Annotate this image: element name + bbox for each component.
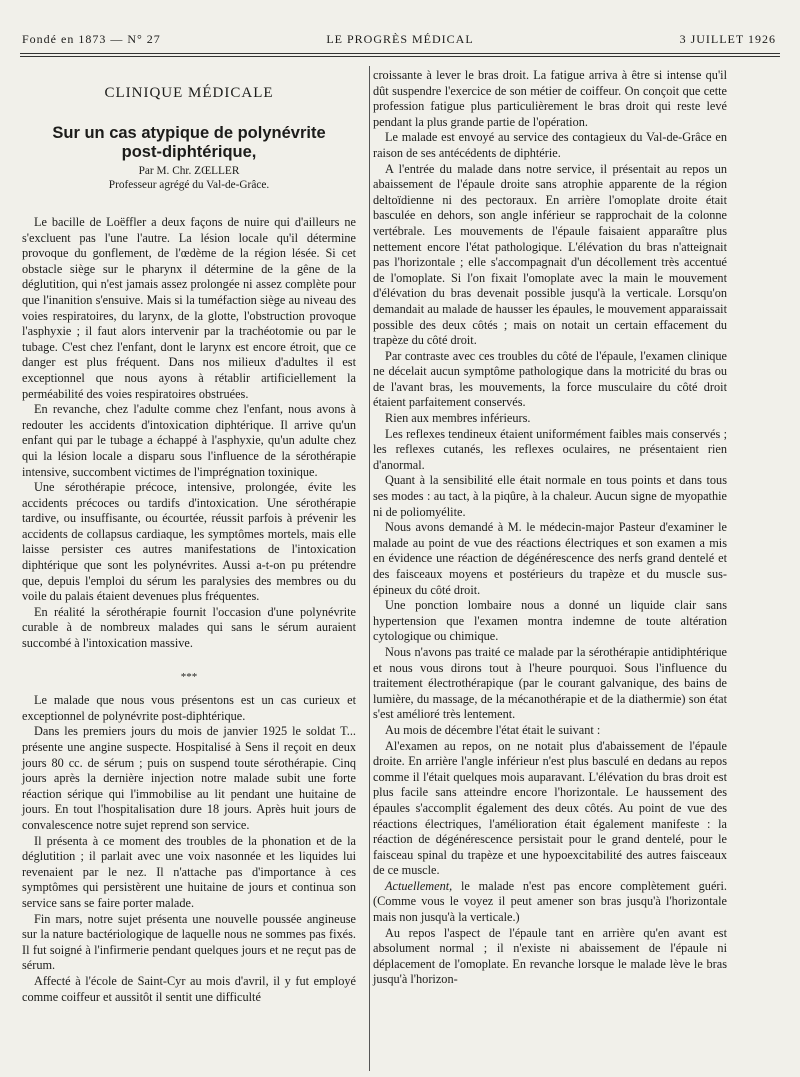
running-header xyxy=(22,32,778,48)
author-byline: Par M. Chr. ZŒLLER xyxy=(138,165,240,177)
paragraph: Les reflexes tendineux étaient uniformément faibles mais conservés ; les reflexes cutanés, les reflexes oculaires, ne présentaient rien d'anormal. xyxy=(373,426,727,472)
paragraph: En revanche, chez l'adulte comme chez l'enfant, nous avons à redouter les accidents d'intoxication diphtérique. Il arrive qu'un enfant qui par le tubage a échappé à l'asphyxie, qu'un adulte chez qui la lésion locale a disparu sous l'influence de la sérothérapie intensive, succombent victimes de l'imprégnation toxinique. xyxy=(22,402,356,479)
article-title-line-2: post-diphtérique, xyxy=(121,142,257,161)
paragraph: Quant à la sensibilité elle était normale en tous points et dans tous ses modes : au tact, à la piqûre, à la chaleur. Aucun signe de myopathie ni de poliomyélite. xyxy=(373,473,727,519)
paragraph: Rien aux membres inférieurs. xyxy=(385,411,531,426)
paragraph: Dans les premiers jours du mois de janvier 1925 le soldat T... présente une angine suspecte. Hospitalisé à Sens il reçoit en deux jours 80 cc. de sérum ; puis on suspend toute sérothérapie. Cinq jours après la dernière injection notre malade subit une forte réaction sérique qui l'immobilise au lit pendant une huitaine de jours. En tout l'hospitalisation dure 18 jours. Après huit jours de convalescence notre sujet reprend son service. xyxy=(22,724,356,832)
paragraph: En réalité la sérothérapie fournit l'occasion d'une polynévrite curable à de nombreux malades qui sans le sérum auraient succombé à l'intoxication massive. xyxy=(22,604,356,651)
paragraph: Il présenta à ce moment des troubles de la phonation et de la déglutition ; il parlait avec une voix nasonnée et les liquides lui revenaient par le nez. Il n'attache pas d'importance à ces symptômes qui persistèrent une huitaine de jours et continua son service sans se faire porter malade. xyxy=(22,833,356,910)
author-affiliation: Professeur agrégé du Val-de-Grâce. xyxy=(108,179,270,191)
paragraph: Fin mars, notre sujet présenta une nouvelle poussée angineuse sur la nature bactériologique de laquelle nous ne sommes pas fixés. Il fut soigné à l'infirmerie pendant quelques jours et ne reçut pas de sérum. xyxy=(22,911,356,973)
paragraph: Une sérothérapie précoce, intensive, prolongée, évite les accidents précoces ou tardifs d'intoxication. Une sérothérapie tardive, ou insuffisante, ou écourtée, réussit parfois à prévenir les accidents de collapsus cardiaque, les symptômes mortels, mais elle laisse persister ces autres manifestations de l'intoxication diphtérique que sont les polynévrites. Aussi a-t-on pu prétendre que, depuis l'emploi du sérum les paralysies des membres ou du voile du palais étaient devenues plus fréquentes. xyxy=(22,480,356,604)
column-divider xyxy=(369,66,370,1071)
paragraph: croissante à lever le bras droit. La fatigue arriva à être si intense qu'il dût suspendre l'exercice de son métier de coiffeur. On conçoit que cette profession fatigue plus particulièrement le bras droit qui reste levé pendant la plus grande partie de l'opération. xyxy=(373,68,727,129)
article-title-line-1: Sur un cas atypique de polynévrite xyxy=(52,124,326,142)
article-title xyxy=(22,124,356,161)
paragraph: Actuellement, le malade n'est pas encore complètement guéri. (Comme vous le voyez il peut amener son bras jusqu'à l'horizontale mais non jusqu'à la verticale.) xyxy=(373,878,727,925)
section-heading: CLINIQUE MÉDICALE xyxy=(104,85,274,101)
paragraph: Le malade que nous vous présentons est un cas curieux et exceptionnel de polynévrite post-diphtérique. xyxy=(22,693,356,723)
paragraph: Au mois de décembre l'état était le suivant : xyxy=(385,722,601,737)
paragraph: Le malade est envoyé au service des contagieux du Val-de-Grâce en raison de ses antécédents de diphtérie. xyxy=(373,130,727,160)
right-column xyxy=(373,68,727,988)
journal-title: LE PROGRÈS MÉDICAL xyxy=(326,32,474,46)
paragraph: Le bacille de Loëffler a deux façons de nuire qui d'ailleurs ne s'excluent pas l'une l'autre. La lésion locale qu'il détermine provoque du gonflement, de l'œdème de la région lésée. Si cet obstacle siège sur le pharynx il détermine de la gêne de la déglutition, qui n'est jamais assez prolongée ni assez complète pour que l'inanition s'ensuive. Mais si la tuméfaction siège au niveau des voies respiratoires, du larynx, de la glotte, l'obstruction provoque l'asphyxie ; il faut alors intervenir par la trachéotomie ou par le tubage. C'est chez l'enfant, dont le larynx est encore étroit, que ce danger est plus fréquent. Dans nos milieux d'adultes il est exceptionnel que nous ayons à rétablir artificiellement la perméabilité des voies respiratoires obstruées. xyxy=(22,215,356,401)
paragraph: A l'entrée du malade dans notre service, il présentait au repos un abaissement de l'épaule droite sans atrophie apparente de la région deltoïdienne ni des pectoraux. En arrière l'omoplate droite était basculée en dehors, son angle inférieur se rapprochait de la colonne vertébrale. Les mouvements de l'épaule faisaient apparaître plus nettement encore l'état pathologique. L'élévation du bras n'atteignait pas l'horizontale ; elle s'accompagnait d'un décollement très accentué de l'omoplate. Si l'on fixait l'omoplate avec la main le mouvement d'élévation du bras devenait possible jusqu'à la verticale. Lorsqu'on demandait au malade de hausser les épaules, le mouvement apparaissait possible des deux côtés ; mais on notait un certain effacement du trapèze du côté droit. xyxy=(373,161,727,348)
paragraph: Nous n'avons pas traité ce malade par la sérothérapie antidiphtérique et nous vous dirons tout à l'heure pourquoi. Sous l'influence du traitement électrothérapique (par le courant galvanique, des bains de lumière, du massage, de la mécanothérapie et de la diathermie) son état s'est amélioré très lentement. xyxy=(373,644,727,722)
header-founded: Fondé en 1873 — N° 27 xyxy=(22,32,161,46)
header-rule xyxy=(20,53,780,54)
paragraph: Une ponction lombaire nous a donné un liquide clair sans hypertension que l'examen montra indemne de toute altération cytologique ou chimique. xyxy=(373,598,727,644)
paragraph: Nous avons demandé à M. le médecin-major Pasteur d'examiner le malade au point de vue des réactions électriques et son examen a mis en évidence une réaction de dégénérescence des nerfs grand dentelé et des faisceaux moyens et postérieurs du trapèze et du muscle sus-épineux du côté droit. xyxy=(373,520,727,597)
paragraph: Au repos l'aspect de l'épaule tant en arrière qu'en avant est absolument normal ; il n'existe ni abaissement de l'épaule ni déplacement de l'omoplate. En revanche lorsque le malade lève le bras jusqu'à l'horizon- xyxy=(373,925,727,987)
section-break-asterism: *** xyxy=(180,670,198,683)
paragraph: Al'examen au repos, on ne notait plus d'abaissement de l'épaule droite. En arrière l'angle inférieur n'est plus basculé en dedans au repos comme il l'était quelques mois auparavant. L'élévation du bras droit est plus facile sans atteindre encore l'horizontale. Le haussement des épaules s'accomplit également des deux côtés. Au point de vue des réactions électriques, l'amélioration était également manifeste : la réaction de dégénérescence persistait pour le grand dentelé, pour le faisceau spinal du trapèze et une hypoexcitabilité des autres faisceaux de ce muscle. xyxy=(373,738,727,878)
header-rule-double xyxy=(20,56,780,57)
paragraph: Affecté à l'école de Saint-Cyr au mois d'avril, il y fut employé comme coiffeur et aussitôt il sentit une difficulté xyxy=(22,973,356,1004)
issue-date: 3 JUILLET 1926 xyxy=(679,32,776,46)
paragraph: Par contraste avec ces troubles du côté de l'épaule, l'examen clinique ne décelait aucun symptôme pathologique dans la motricité du bras ou de l'avant bras, les mouvements, la force musculaire du côté droit étaient parfaitement conservés. xyxy=(373,348,727,410)
left-column xyxy=(22,68,356,1005)
